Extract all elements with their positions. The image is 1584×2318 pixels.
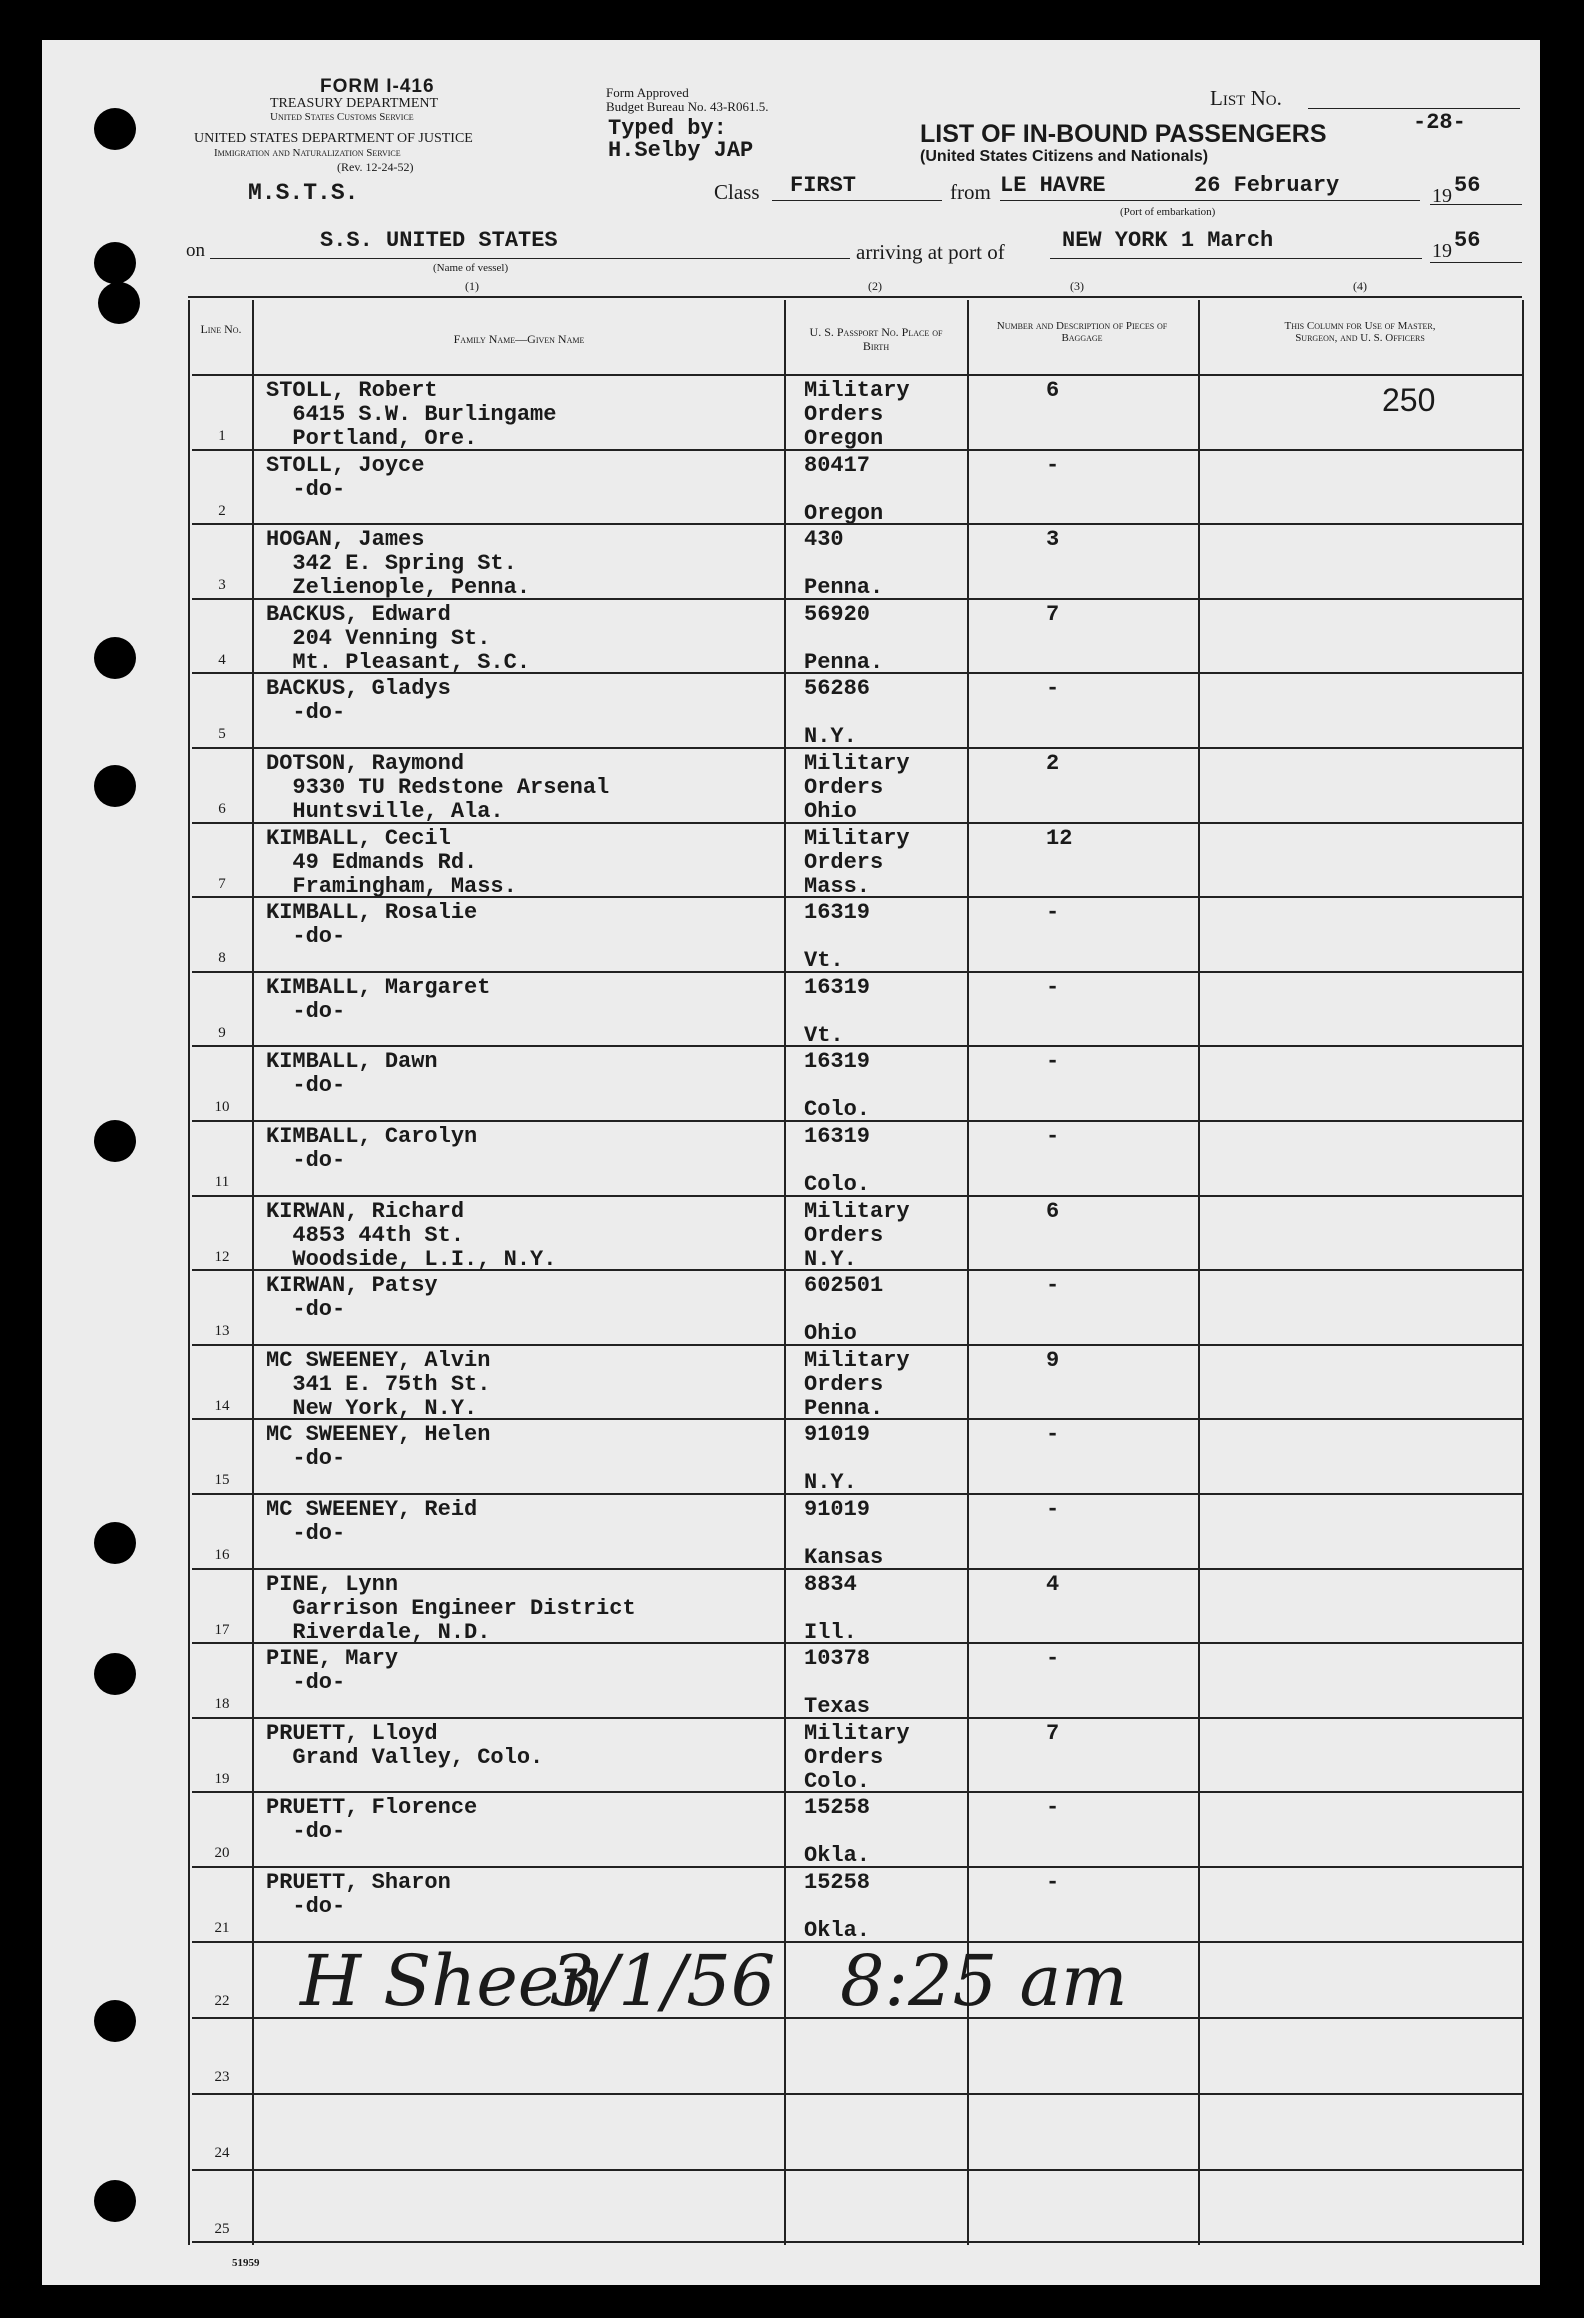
col3-number: (3) xyxy=(1070,279,1084,293)
passport-number: 8834 xyxy=(804,1571,857,1597)
row-divider xyxy=(192,747,1522,749)
passenger-address: 204 Venning St. xyxy=(266,625,491,651)
passenger-address: 342 E. Spring St. xyxy=(266,551,517,577)
place-of-birth: Vt. xyxy=(804,948,844,974)
binder-hole xyxy=(94,637,136,679)
place-of-birth: N.Y. xyxy=(804,1246,857,1272)
place-of-birth: Vt. xyxy=(804,1022,844,1048)
officer-note: 250 xyxy=(1382,382,1436,418)
place-of-birth: Okla. xyxy=(804,1843,871,1869)
list-subtitle: (United States Citizens and Nationals) xyxy=(920,148,1209,165)
passenger-name: BACKUS, Edward xyxy=(266,601,451,627)
baggage-count: 4 xyxy=(1046,1571,1060,1597)
passenger-address: 4853 44th St. xyxy=(266,1222,465,1248)
line-number: 21 xyxy=(214,1920,230,1936)
vessel-underline xyxy=(210,258,850,259)
place-of-birth: Ill. xyxy=(804,1619,857,1645)
col-divider xyxy=(252,300,254,2245)
row-divider xyxy=(192,1791,1522,1793)
baggage-count: 3 xyxy=(1046,527,1060,553)
place-of-birth: Penna. xyxy=(804,575,884,601)
list-title: LIST OF IN-BOUND PASSENGERS xyxy=(920,120,1327,148)
year-underline-2 xyxy=(1430,262,1522,263)
header-baggage: Number and Description of Pieces of Baggage xyxy=(996,320,1168,344)
line-number: 9 xyxy=(218,1024,226,1041)
arrival-underline xyxy=(1050,258,1422,259)
passport-number: Orders xyxy=(804,775,884,800)
passenger-address: Mt. Pleasant, S.C. xyxy=(266,649,531,675)
baggage-count: 7 xyxy=(1046,1720,1060,1746)
passenger-name: KIMBALL, Carolyn xyxy=(266,1124,478,1149)
passport-number: 16319 xyxy=(804,1124,871,1149)
header-name: Family Name—Given Name xyxy=(453,332,585,346)
passport-number: 10378 xyxy=(804,1646,871,1672)
treasury-dept: TREASURY DEPARTMENT xyxy=(270,96,439,111)
line-number: 16 xyxy=(214,1547,230,1563)
line-number: 10 xyxy=(214,1099,230,1116)
baggage-count: - xyxy=(1046,1795,1060,1821)
place-of-birth: N.Y. xyxy=(804,724,857,750)
passport-number: Orders xyxy=(804,402,884,427)
row-divider xyxy=(192,523,1522,525)
passport-number: 91019 xyxy=(804,1422,871,1448)
passport-number: 80417 xyxy=(804,452,871,478)
header-officers: This Column for Use of Master, Surgeon, and U. S. Officers xyxy=(1284,320,1436,344)
passport-number: Orders xyxy=(804,1222,884,1248)
baggage-count: 12 xyxy=(1046,825,1073,851)
binder-hole xyxy=(94,108,136,150)
passenger-address: -do- xyxy=(266,924,346,950)
passenger-address: -do- xyxy=(266,998,346,1024)
class-label: Class xyxy=(714,180,760,204)
class-value: FIRST xyxy=(790,173,857,198)
baggage-count: - xyxy=(1046,1124,1060,1149)
typed-by: H.Selby JAP xyxy=(608,138,754,163)
vessel-label: (Name of vessel) xyxy=(433,262,509,274)
col-divider xyxy=(1198,300,1200,2245)
line-number: 8 xyxy=(218,950,226,967)
col-divider xyxy=(784,300,786,2245)
passport-number: Orders xyxy=(804,1744,884,1770)
col4-number: (4) xyxy=(1353,279,1367,293)
place-of-birth: Mass. xyxy=(804,873,871,899)
passenger-name: DOTSON, Raymond xyxy=(266,751,465,776)
passport-number: 430 xyxy=(804,527,844,553)
binder-hole xyxy=(94,1653,136,1695)
baggage-count: 6 xyxy=(1046,378,1060,403)
passenger-name: KIMBALL, Cecil xyxy=(266,825,451,851)
revision: (Rev. 12-24-52) xyxy=(337,160,414,174)
passenger-name: PINE, Lynn xyxy=(266,1571,399,1597)
passenger-address: -do- xyxy=(266,1148,346,1173)
passenger-address: -do- xyxy=(266,1894,346,1919)
list-no-underline xyxy=(1308,108,1520,109)
year-prefix-2: 19 xyxy=(1432,240,1452,262)
passport-number: Military xyxy=(804,378,910,403)
row-divider xyxy=(192,2241,1522,2243)
baggage-count: - xyxy=(1046,452,1060,478)
passport-number: Orders xyxy=(804,849,884,875)
row-divider xyxy=(192,1195,1522,1197)
col2-number: (2) xyxy=(868,279,882,293)
binder-hole xyxy=(94,242,136,284)
vessel-name: S.S. UNITED STATES xyxy=(320,228,558,253)
passport-number: 16319 xyxy=(804,900,871,926)
place-of-birth: Kansas xyxy=(804,1545,884,1570)
line-number: 14 xyxy=(214,1397,230,1414)
row-divider xyxy=(192,896,1522,898)
typed-by-label: Typed by: xyxy=(608,116,727,141)
passenger-address: Riverdale, N.D. xyxy=(266,1619,491,1645)
msts: M.S.T.S. xyxy=(248,180,359,206)
passport-number: Military xyxy=(804,751,910,776)
line-number: 3 xyxy=(218,577,226,594)
passenger-address: -do- xyxy=(266,1297,346,1323)
row-divider xyxy=(192,449,1522,451)
line-number: 15 xyxy=(214,1472,230,1489)
place-of-birth: Colo. xyxy=(804,1768,871,1794)
line-number: 24 xyxy=(214,2144,230,2161)
passport-number: Military xyxy=(804,1198,910,1224)
passenger-name: PRUETT, Sharon xyxy=(266,1870,451,1895)
passport-number: 16319 xyxy=(804,1049,871,1075)
baggage-count: 9 xyxy=(1046,1347,1060,1373)
passenger-address: Framingham, Mass. xyxy=(266,873,517,899)
passport-number: Military xyxy=(804,1720,910,1746)
passport-number: 602501 xyxy=(804,1273,884,1299)
customs-service: United States Customs Service xyxy=(270,111,414,123)
place-of-birth: Colo. xyxy=(804,1097,871,1123)
passenger-name: MC SWEENEY, Reid xyxy=(266,1497,478,1522)
passenger-name: KIMBALL, Rosalie xyxy=(266,900,478,926)
ins-service: Immigration and Naturalization Service xyxy=(214,147,401,159)
table-top-border xyxy=(188,296,1522,298)
passenger-address: Garrison Engineer District xyxy=(266,1595,636,1621)
passenger-address: 49 Edmands Rd. xyxy=(266,849,478,875)
passenger-address: New York, N.Y. xyxy=(266,1395,478,1421)
baggage-count: - xyxy=(1046,1422,1060,1448)
row-divider xyxy=(192,672,1522,674)
passenger-name: PINE, Mary xyxy=(266,1646,399,1672)
row-divider xyxy=(192,822,1522,824)
form-number: FORM I-416 xyxy=(320,76,435,97)
form-approved: Form Approved xyxy=(606,85,689,100)
form-code: 51959 xyxy=(232,2257,260,2269)
from-underline xyxy=(1000,200,1420,201)
from-date: 26 February xyxy=(1194,173,1340,198)
header-passport: U. S. Passport No. Place of Birth xyxy=(809,325,943,353)
line-number: 19 xyxy=(214,1770,230,1787)
arriving-label: arriving at port of xyxy=(856,240,1005,264)
row-divider xyxy=(192,1418,1522,1420)
passport-number: Military xyxy=(804,1347,910,1373)
baggage-count: 7 xyxy=(1046,601,1060,627)
place-of-birth: N.Y. xyxy=(804,1470,857,1496)
list-no-label: List No. xyxy=(1210,86,1282,110)
place-of-birth: Penna. xyxy=(804,1395,884,1421)
year-suffix-2: 56 xyxy=(1454,228,1481,253)
header-line-no: Line No. xyxy=(200,322,242,336)
passenger-address: Grand Valley, Colo. xyxy=(266,1744,544,1770)
row-divider xyxy=(192,1269,1522,1271)
line-number: 18 xyxy=(214,1696,230,1713)
inspection-date: 3/1/56 xyxy=(550,1940,776,2022)
officer-signature: H Sheen xyxy=(300,1940,605,2022)
line-number: 22 xyxy=(214,1992,230,2009)
from-value: LE HAVRE xyxy=(1000,173,1106,198)
baggage-count: - xyxy=(1046,974,1060,1000)
passport-number: 56920 xyxy=(804,601,871,627)
passenger-name: PRUETT, Lloyd xyxy=(266,1720,438,1746)
passport-number: 56286 xyxy=(804,676,871,702)
passenger-name: STOLL, Robert xyxy=(266,378,438,403)
binder-hole xyxy=(94,2000,136,2042)
baggage-count: - xyxy=(1046,1497,1060,1522)
class-underline xyxy=(772,200,942,201)
baggage-count: 6 xyxy=(1046,1198,1060,1224)
port-embark-label: (Port of embarkation) xyxy=(1120,206,1216,218)
passenger-address: -do- xyxy=(266,476,346,502)
place-of-birth: Ohio xyxy=(804,799,857,824)
table-right-border xyxy=(1522,300,1524,2245)
place-of-birth: Oregon xyxy=(804,426,884,451)
baggage-count: - xyxy=(1046,1870,1060,1895)
row-divider xyxy=(192,1045,1522,1047)
passenger-name: MC SWEENEY, Helen xyxy=(266,1422,491,1448)
line-number: 1 xyxy=(218,428,226,444)
row-divider xyxy=(192,2093,1522,2095)
row-divider xyxy=(192,1568,1522,1570)
passport-number: Military xyxy=(804,825,910,851)
passenger-address: -do- xyxy=(266,1521,346,1546)
binder-hole xyxy=(94,2180,136,2222)
passenger-address: -do- xyxy=(266,1670,346,1696)
passenger-name: KIMBALL, Dawn xyxy=(266,1049,438,1075)
passenger-name: KIRWAN, Patsy xyxy=(266,1273,438,1299)
baggage-count: - xyxy=(1046,1646,1060,1672)
passenger-name: STOLL, Joyce xyxy=(266,452,425,478)
baggage-count: 2 xyxy=(1046,751,1060,776)
passenger-name: HOGAN, James xyxy=(266,527,425,553)
passenger-name: KIMBALL, Margaret xyxy=(266,974,491,1000)
from-label: from xyxy=(950,180,991,204)
place-of-birth: Ohio xyxy=(804,1321,857,1347)
line-number: 7 xyxy=(218,875,226,892)
on-label: on xyxy=(186,240,205,261)
row-divider xyxy=(192,1344,1522,1346)
inspection-time: 8:25 am xyxy=(840,1940,1128,2022)
row-divider xyxy=(192,374,1522,376)
passenger-address: -do- xyxy=(266,700,346,726)
row-divider xyxy=(192,1717,1522,1719)
line-number: 4 xyxy=(218,651,226,668)
baggage-count: - xyxy=(1046,1049,1060,1075)
passenger-address: Portland, Ore. xyxy=(266,426,478,451)
budget-bureau: Budget Bureau No. 43-R061.5. xyxy=(606,99,769,114)
row-divider xyxy=(192,1493,1522,1495)
line-number: 13 xyxy=(214,1323,230,1340)
line-number: 23 xyxy=(214,2068,230,2085)
row-divider xyxy=(192,598,1522,600)
baggage-count: - xyxy=(1046,1273,1060,1299)
place-of-birth: Penna. xyxy=(804,649,884,675)
year-suffix-1: 56 xyxy=(1454,173,1481,198)
line-number: 17 xyxy=(214,1621,230,1638)
binder-hole xyxy=(94,765,136,807)
baggage-count: - xyxy=(1046,900,1060,926)
passport-number: 15258 xyxy=(804,1795,871,1821)
place-of-birth: Texas xyxy=(804,1694,871,1720)
passenger-name: KIRWAN, Richard xyxy=(266,1198,465,1224)
passenger-address: -do- xyxy=(266,1073,346,1099)
passenger-name: MC SWEENEY, Alvin xyxy=(266,1347,491,1373)
passenger-address: -do- xyxy=(266,1446,346,1472)
binder-hole xyxy=(98,282,140,324)
place-of-birth: Colo. xyxy=(804,1172,871,1197)
arrival-port: NEW YORK 1 March xyxy=(1062,228,1274,253)
line-number: 25 xyxy=(214,2220,230,2237)
place-of-birth: Oregon xyxy=(804,500,884,526)
line-number: 2 xyxy=(218,502,226,519)
row-divider xyxy=(192,971,1522,973)
passport-number: 16319 xyxy=(804,974,871,1000)
binder-hole xyxy=(94,1120,136,1162)
baggage-count: - xyxy=(1046,676,1060,702)
binder-hole xyxy=(94,1522,136,1564)
line-number: 20 xyxy=(214,1845,230,1862)
line-number: 11 xyxy=(214,1174,230,1190)
row-divider xyxy=(192,1642,1522,1644)
table-left-border xyxy=(188,300,190,2245)
passport-number: 91019 xyxy=(804,1497,871,1522)
passenger-address: 341 E. 75th St. xyxy=(266,1371,491,1397)
year-prefix-1: 19 xyxy=(1432,185,1452,207)
col1-number: (1) xyxy=(465,279,479,293)
line-number: 6 xyxy=(218,801,226,817)
year-underline-1 xyxy=(1430,204,1522,205)
row-divider xyxy=(192,1120,1522,1122)
justice-dept: UNITED STATES DEPARTMENT OF JUSTICE xyxy=(194,131,473,146)
row-divider xyxy=(192,1866,1522,1868)
line-number: 12 xyxy=(214,1248,230,1265)
passport-number: 15258 xyxy=(804,1870,871,1895)
passport-number: Orders xyxy=(804,1371,884,1397)
passenger-name: PRUETT, Florence xyxy=(266,1795,478,1821)
passenger-address: -do- xyxy=(266,1819,346,1845)
passenger-address: 6415 S.W. Burlingame xyxy=(266,402,557,427)
line-number: 5 xyxy=(218,726,226,743)
passenger-name: BACKUS, Gladys xyxy=(266,676,451,702)
row-divider xyxy=(192,2169,1522,2171)
place-of-birth: Okla. xyxy=(804,1918,871,1943)
passenger-address: Woodside, L.I., N.Y. xyxy=(266,1246,557,1272)
passenger-address: 9330 TU Redstone Arsenal xyxy=(266,775,610,800)
passenger-address: Zelienople, Penna. xyxy=(266,575,531,601)
passenger-address: Huntsville, Ala. xyxy=(266,799,504,824)
list-no: -28- xyxy=(1413,110,1466,135)
